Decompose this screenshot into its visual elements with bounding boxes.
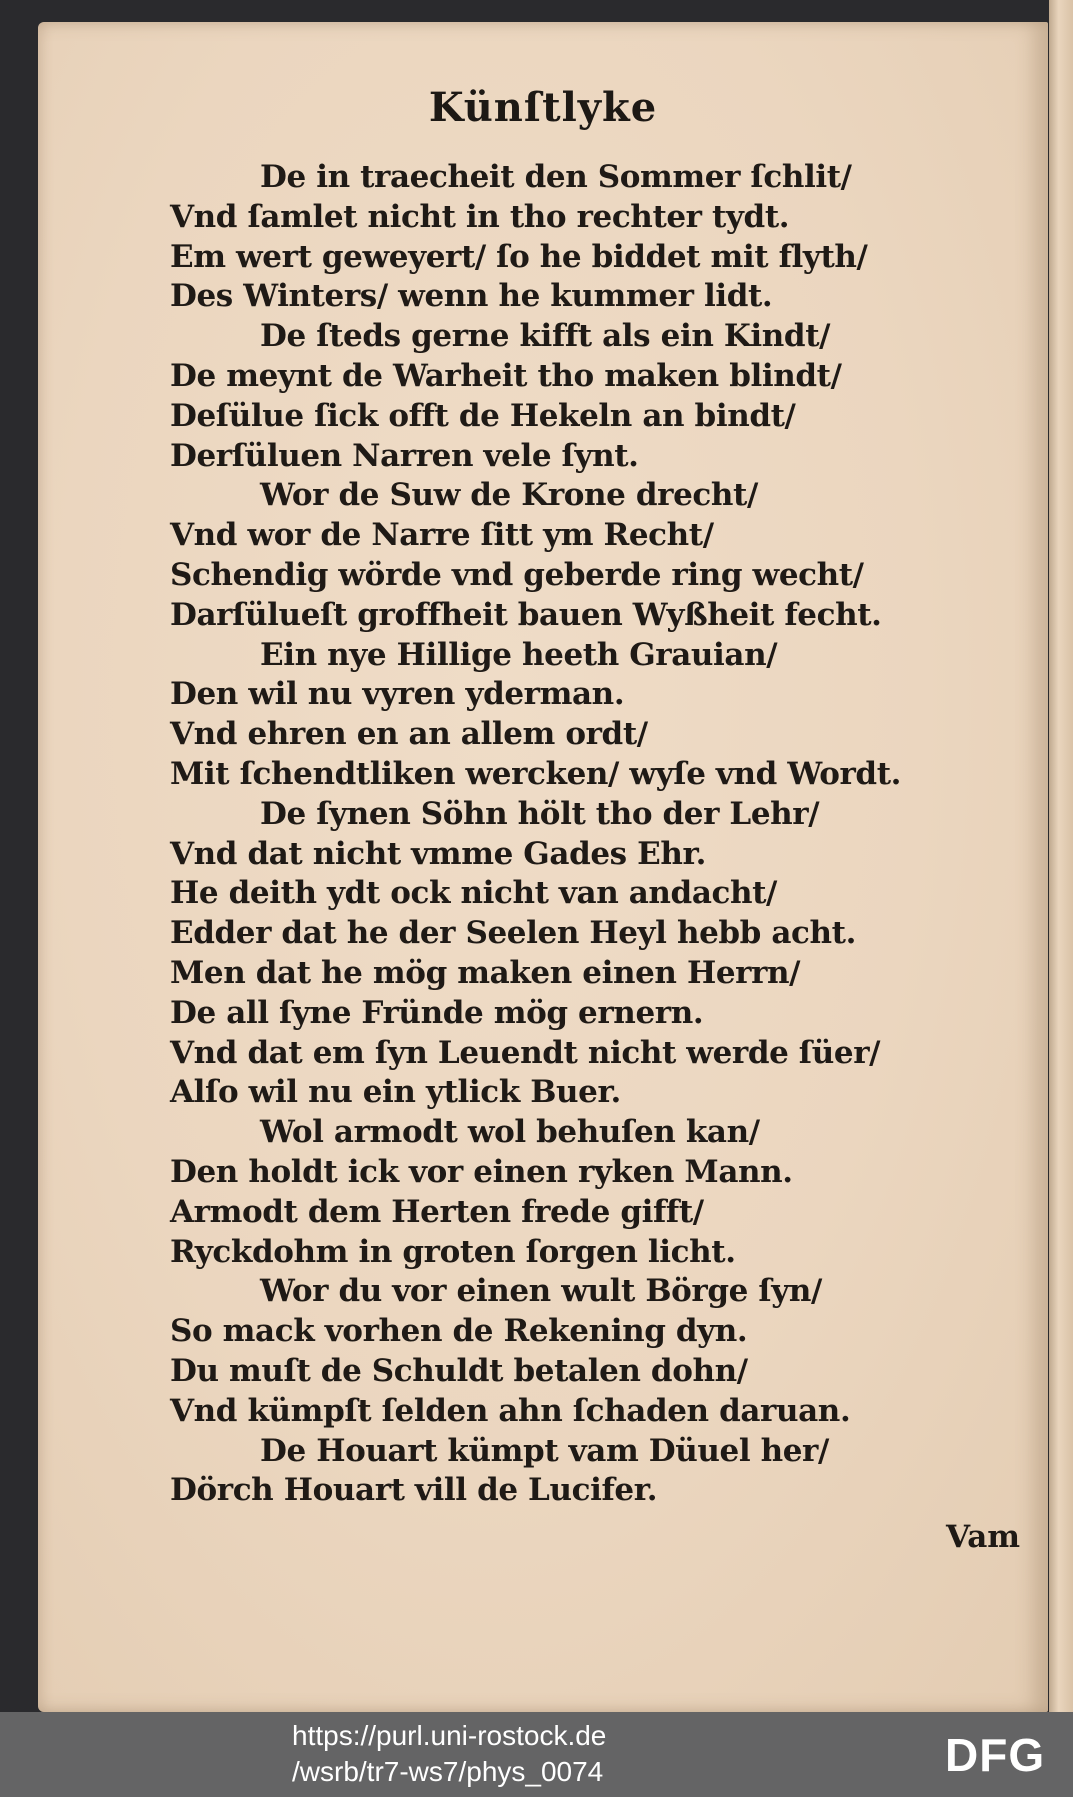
verse-line: Vnd dat nicht vmme Gades Ehr. bbox=[170, 835, 706, 872]
verse-line: Armodt dem Herten frede gifft/ bbox=[170, 1193, 704, 1230]
verse-line: Vnd kümpſt ſelden ahn ſchaden daruan. bbox=[170, 1392, 851, 1429]
verse-line: De ſynen Söhn hölt tho der Lehr/ bbox=[260, 795, 820, 832]
verse-line: Edder dat he der Seelen Heyl hebb acht. bbox=[170, 915, 856, 952]
dfg-logo: DFG bbox=[945, 1729, 1046, 1781]
verse-line: Du muſt de Schuldt betalen dohn/ bbox=[170, 1352, 748, 1389]
verse-line: Vnd ehren en an allem ordt/ bbox=[170, 716, 648, 753]
verse-line: Dörch Houart vill de Lucifer. bbox=[170, 1472, 658, 1509]
verse-line: Ein nye Hillige heeth Grauian/ bbox=[260, 636, 778, 673]
footer-bar bbox=[0, 1712, 1073, 1797]
next-page-edge bbox=[1049, 0, 1073, 1712]
verse-line: Darſülueſt groffheit bauen Wyßheit fecht. bbox=[170, 596, 882, 633]
verse-line: Ryckdohm in groten ſorgen licht. bbox=[170, 1233, 736, 1270]
verse-line: Den wil nu vyren yderman. bbox=[170, 676, 625, 713]
verse-line: De in traecheit den Sommer ſchlit/ bbox=[260, 159, 852, 195]
verse-line: Mit ſchendtliken wercken/ wyſe vnd Wordt. bbox=[170, 755, 902, 792]
verse-line: Deſülue ſick offt de Hekeln an bindt/ bbox=[170, 397, 796, 434]
verse-line: Em wert geweyert/ ſo he biddet mit flyth/ bbox=[170, 238, 868, 275]
verse-line: Men dat he mög maken einen Herrn/ bbox=[170, 954, 801, 991]
verse-line: Den holdt ick vor einen ryken Mann. bbox=[170, 1153, 793, 1190]
book-page bbox=[38, 22, 1048, 1712]
verse-line: De meynt de Warheit tho maken blindt/ bbox=[170, 357, 842, 394]
verse-line: De Houart kümpt vam Düuel her/ bbox=[260, 1432, 829, 1469]
verse-line: Vnd dat em ſyn Leuendt nicht werde ſüer/ bbox=[170, 1034, 881, 1071]
permalink[interactable] bbox=[292, 1718, 606, 1790]
verse-line: Derſüluen Narren vele ſynt. bbox=[170, 437, 639, 474]
verse-line: Wol armodt wol behuſen kan/ bbox=[260, 1114, 760, 1151]
verse-line: De all ſyne Fründe mög ernern. bbox=[170, 994, 704, 1031]
verse-block bbox=[170, 158, 970, 1511]
permalink-line-1[interactable]: https://purl.uni-rostock.de bbox=[292, 1720, 607, 1751]
verse-line: Vnd ſamlet nicht in tho rechter tydt. bbox=[170, 198, 790, 235]
verse-line: Vnd wor de Narre ſitt ym Recht/ bbox=[170, 517, 714, 554]
running-head: Künſtlyke bbox=[428, 84, 658, 131]
catchword: Vam bbox=[946, 1519, 1021, 1555]
verse-line: So mack vorhen de Rekening dyn. bbox=[170, 1313, 748, 1350]
verse-line: Wor de Suw de Krone drecht/ bbox=[260, 477, 758, 514]
verse-line: Wor du vor einen wult Börge ſyn/ bbox=[260, 1273, 822, 1310]
verse-line: Schendig wörde vnd geberde ring wecht/ bbox=[170, 556, 864, 593]
verse-line: Alſo wil nu ein ytlick Buer. bbox=[170, 1074, 621, 1111]
verse-line: Des Winters/ wenn he kummer lidt. bbox=[170, 278, 773, 315]
verse-line: De ſteds gerne kifft als ein Kindt/ bbox=[260, 318, 831, 355]
verse-line: He deith ydt ock nicht van andacht/ bbox=[170, 875, 777, 912]
permalink-line-2[interactable]: /wsrb/tr7-ws7/phys_0074 bbox=[292, 1756, 604, 1787]
